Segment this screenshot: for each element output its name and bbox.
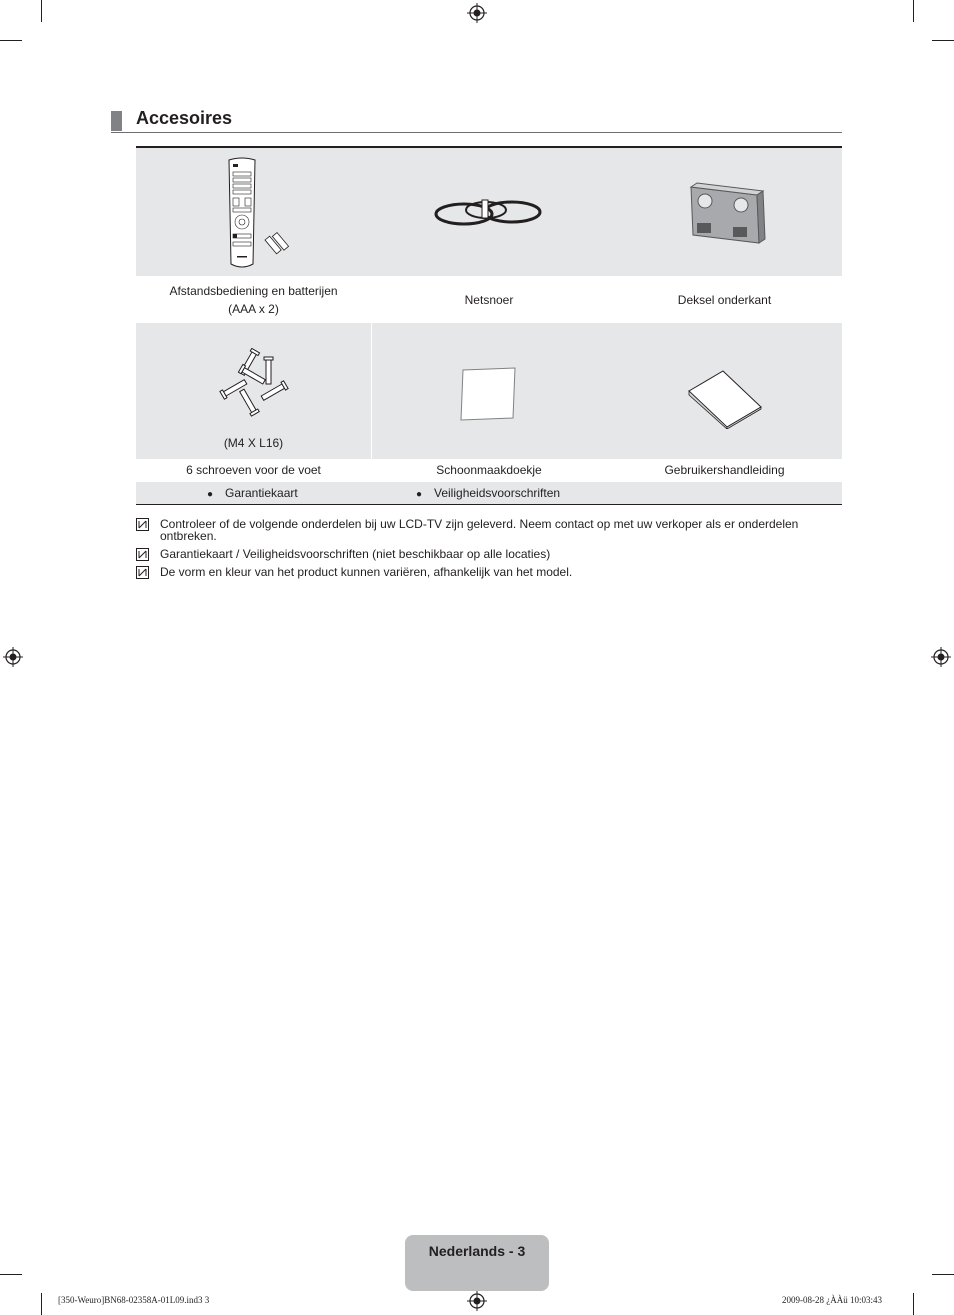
- accessory-image: [607, 154, 842, 274]
- note-icon: [136, 548, 149, 561]
- extras-row: [136, 482, 842, 505]
- accessory-image: [136, 344, 371, 422]
- bullet: ●: [207, 489, 214, 500]
- accessory-caption: [607, 291, 842, 309]
- slug-left: [350-Weuro]BN68-02358A-01L09.ind3 3: [58, 1295, 210, 1305]
- cleaning-cloth-icon: [459, 366, 519, 422]
- manual-icon: [687, 367, 763, 429]
- accessory-caption: Schoonmaakdoekje: [436, 463, 542, 477]
- extra-item: [416, 485, 560, 503]
- crop-mark: [0, 40, 22, 41]
- remote-control-icon: [219, 156, 289, 272]
- registration-mark-icon: [467, 3, 487, 23]
- accessory-image: [371, 364, 607, 424]
- image-label: (M4 X L16): [223, 436, 284, 450]
- section-title: Accesoires: [136, 108, 233, 128]
- accessory-caption: [371, 291, 607, 309]
- crop-mark: [41, 0, 42, 22]
- section-header: [111, 108, 842, 133]
- accessory-caption: [136, 282, 371, 318]
- registration-mark-icon: [467, 1291, 487, 1311]
- note-item: [136, 518, 842, 542]
- extra-label: Garantiekaart: [225, 486, 298, 500]
- accessory-caption: 6 schroeven voor de voet: [186, 463, 321, 477]
- note-text: Controleer of de volgende onderdelen bij uw LCD-TV zijn geleverd. Neem contact op met uw verkoper als er onderdelen ontbreken.: [160, 517, 799, 543]
- page-number: Nederlands - 3: [428, 1243, 526, 1259]
- note-item: [136, 566, 842, 578]
- crop-mark: [913, 0, 914, 22]
- accessory-image: [136, 154, 371, 274]
- caption-line: Deksel onderkant: [677, 293, 772, 307]
- accessory-image: [371, 154, 607, 274]
- caption-line: (AAA x 2): [228, 302, 279, 316]
- caption-line: Afstandsbediening en batterijen: [169, 284, 338, 298]
- slug-right: 2009-08-28 ¿ÀÀü 10:03:43: [782, 1295, 882, 1305]
- note-text: Garantiekaart / Veiligheidsvoorschriften (niet beschikbaar op alle locaties): [160, 547, 551, 561]
- caption-line: Netsnoer: [464, 293, 514, 307]
- note-icon: [136, 566, 149, 579]
- power-cord-icon: [434, 194, 544, 234]
- page-number-tab: [405, 1235, 549, 1291]
- screws-icon: [212, 348, 296, 418]
- section-marker: [111, 111, 122, 131]
- note-icon: [136, 518, 149, 531]
- registration-mark-icon: [3, 647, 23, 667]
- notes-list: [136, 518, 842, 584]
- bottom-cover-icon: [683, 179, 767, 249]
- extra-label: Veiligheidsvoorschriften: [434, 486, 561, 500]
- registration-mark-icon: [931, 647, 951, 667]
- note-text: De vorm en kleur van het product kunnen variëren, afhankelijk van het model.: [160, 565, 573, 579]
- accessory-caption: Gebruikershandleiding: [664, 463, 785, 477]
- crop-mark: [41, 1293, 42, 1315]
- bullet: ●: [416, 489, 423, 500]
- crop-mark: [932, 1274, 954, 1275]
- extra-item: [207, 485, 298, 503]
- crop-mark: [932, 40, 954, 41]
- accessory-image: [607, 364, 842, 432]
- crop-mark: [913, 1293, 914, 1315]
- note-item: [136, 548, 842, 560]
- crop-mark: [0, 1274, 22, 1275]
